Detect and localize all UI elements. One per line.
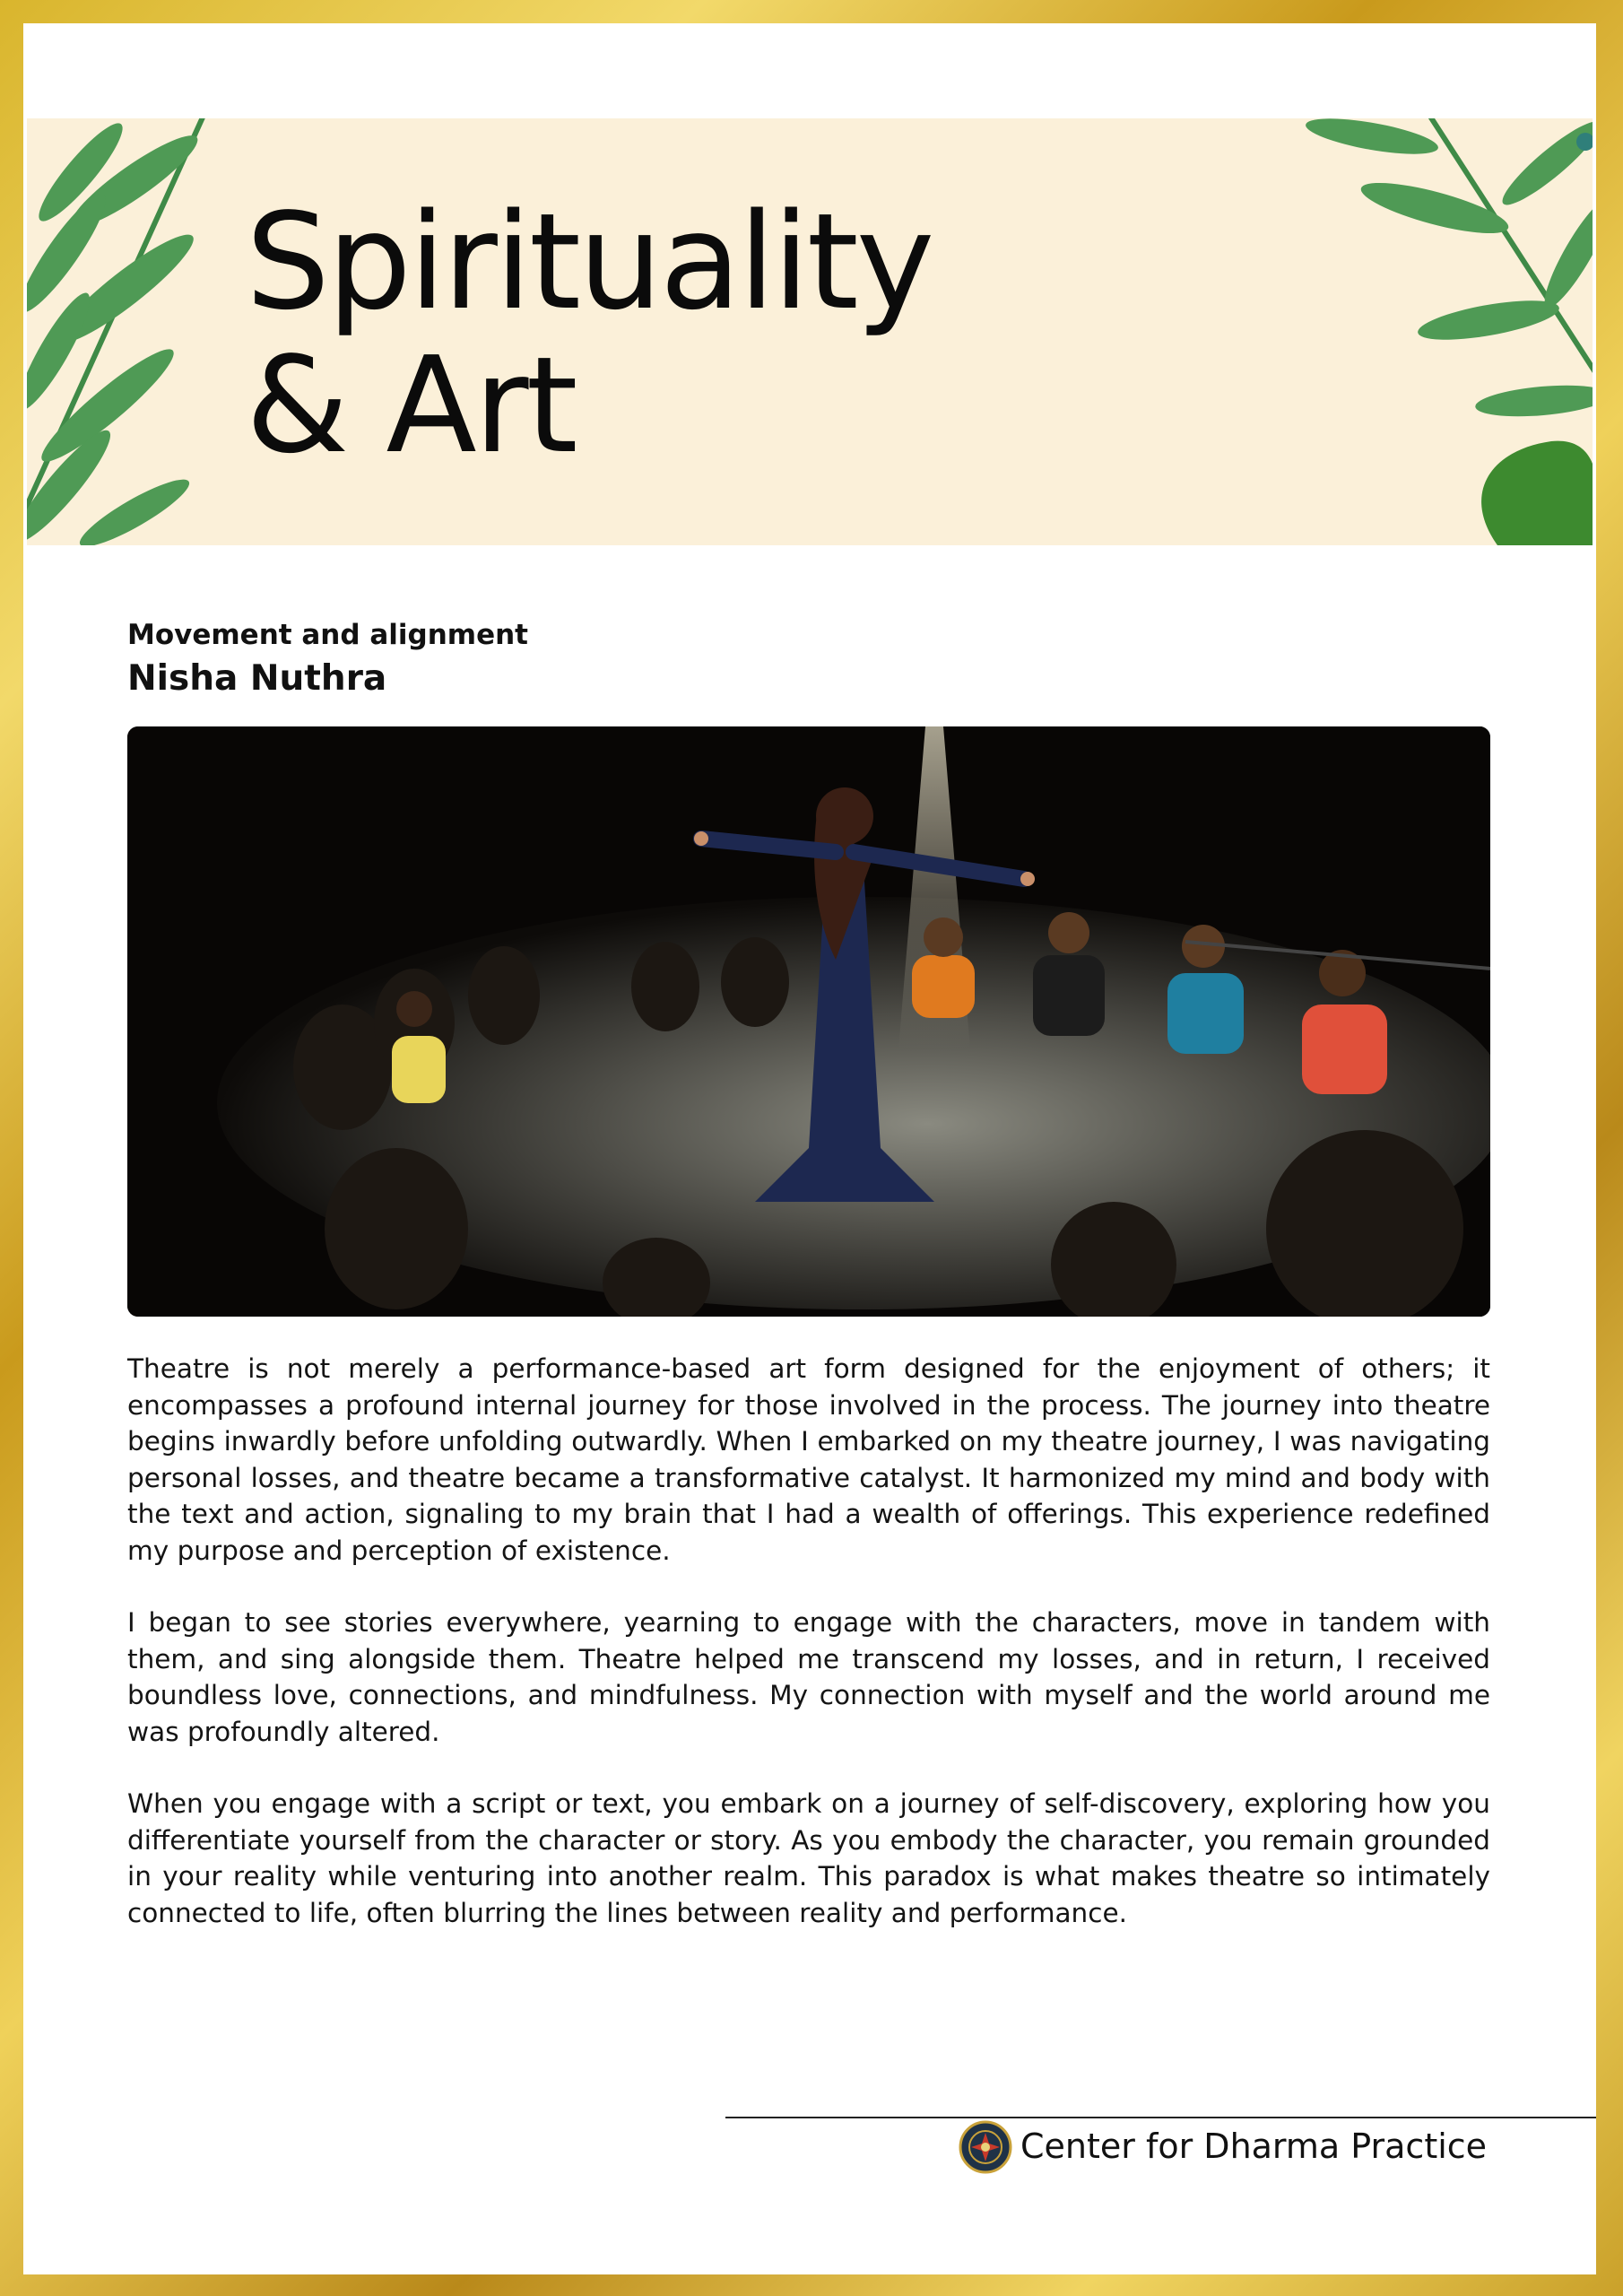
page — [23, 23, 1596, 2274]
theatre-workshop-illustration — [127, 726, 1490, 1317]
section-label: Movement and alignment — [127, 619, 529, 651]
footer-divider — [725, 2117, 1596, 2118]
page-title — [246, 185, 933, 483]
article-body — [127, 1351, 1490, 1967]
title-line-2: & Art — [246, 328, 576, 483]
article-photo — [127, 726, 1490, 1317]
paragraph-3: When you engage with a script or text, you embark on a journey of self-discovery, exploring how you differentiate yourself from the character or story. As you embody the character, you remain grounded in your reality while venturing into another realm. This paradox is what makes theatre so intimately connected to life, often blurring the lines between reality and performance. — [127, 1788, 1490, 1928]
title-banner — [27, 118, 1593, 545]
organization-name: Center for Dharma Practice — [1020, 2126, 1488, 2166]
dharma-emblem-icon — [959, 2120, 1012, 2174]
title-line-1: Spirituality — [246, 185, 933, 339]
paragraph-1: Theatre is not merely a performance-based art form designed for the enjoyment of others; it encompasses a profound internal journey for those involved in the process. The journey into theatre begins inwardly before unfolding outwardly. When I embarked on my theatre journey, I was navigating personal losses, and theatre became a transformative catalyst. It harmonized my mind and body with the text and action, signaling to my brain that I had a wealth of offerings. This experience redefined my purpose and perception of existence. — [127, 1353, 1490, 1566]
author-name: Nisha Nuthra — [127, 658, 387, 699]
paragraph-2: I began to see stories everywhere, yearning to engage with the characters, move in tandem with them, and sing alongside them. Theatre helped me transcend my losses, and in return, I received boundless love, connections, and mindfulness. My connection with myself and the world around me was profoundly altered. — [127, 1607, 1490, 1747]
